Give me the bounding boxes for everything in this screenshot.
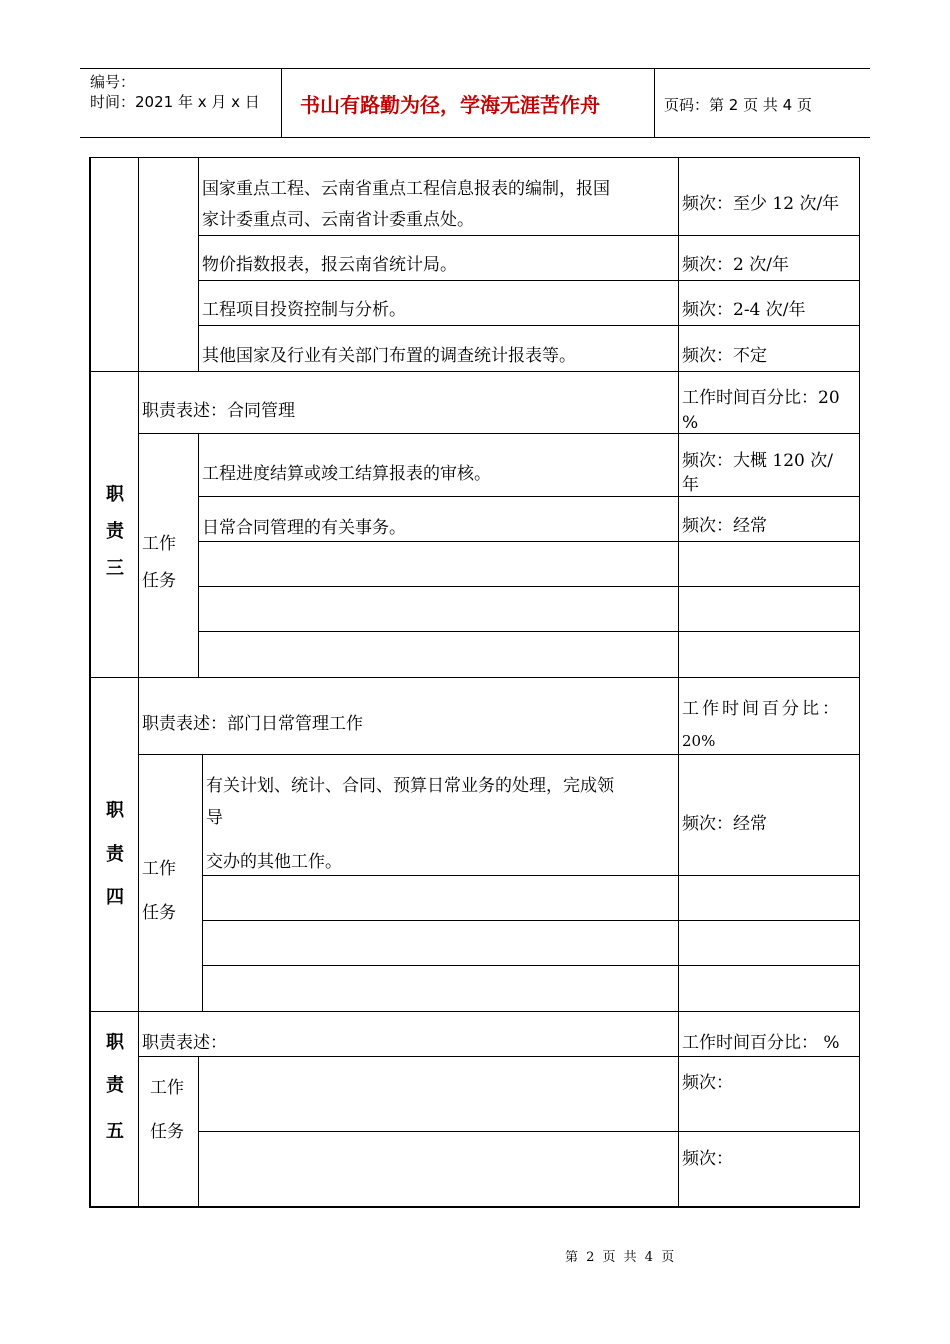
table-rule bbox=[89, 371, 860, 372]
table-rule bbox=[202, 965, 860, 966]
time-percentage: 工作时间百分比： bbox=[682, 699, 842, 719]
header-motto: 书山有路勤为径，学海无涯苦作舟 bbox=[300, 93, 600, 117]
time-percentage: 20% bbox=[682, 732, 716, 750]
frequency-text: 频次：至少 12 次/年 bbox=[682, 194, 840, 214]
frequency-text: 频次：经常 bbox=[682, 516, 767, 536]
task-text: 工程项目投资控制与分析。 bbox=[202, 300, 406, 320]
table-divider bbox=[198, 433, 199, 677]
duty-label-char: 责 bbox=[106, 521, 124, 542]
task-text: 国家重点工程、云南省重点工程信息报表的编制，报国 bbox=[202, 179, 610, 199]
table-rule bbox=[198, 631, 860, 632]
duty-label-char: 三 bbox=[106, 558, 124, 579]
task-label: 任务 bbox=[142, 571, 176, 591]
frequency-text: 频次：2-4 次/年 bbox=[682, 300, 806, 320]
table-rule bbox=[198, 541, 860, 542]
doc-date-label: 时间：2021 年 x 月 x 日 bbox=[90, 93, 260, 111]
table-rule bbox=[198, 280, 860, 281]
time-percentage: 工作时间百分比：20 bbox=[682, 388, 840, 408]
duty-description: 职责表述：部门日常管理工作 bbox=[142, 714, 363, 734]
frequency-text: 年 bbox=[682, 475, 699, 495]
frequency-text: 频次：经常 bbox=[682, 814, 767, 834]
time-percentage: 工作时间百分比： % bbox=[682, 1033, 840, 1053]
task-label: 工作 bbox=[142, 859, 176, 879]
frequency-text: 频次： bbox=[682, 1149, 733, 1169]
table-rule bbox=[138, 1056, 860, 1057]
duty-label-char: 职 bbox=[106, 1032, 124, 1053]
task-text: 导 bbox=[206, 808, 223, 828]
table-border bbox=[859, 157, 860, 1207]
task-label: 任务 bbox=[150, 1122, 184, 1142]
table-rule bbox=[89, 677, 860, 678]
table-rule bbox=[89, 157, 860, 158]
time-percentage: % bbox=[682, 413, 699, 433]
table-divider bbox=[202, 754, 203, 1012]
table-rule bbox=[89, 1206, 860, 1208]
duty-label-char: 五 bbox=[106, 1121, 124, 1142]
task-text: 日常合同管理的有关事务。 bbox=[202, 518, 406, 538]
header-divider bbox=[281, 69, 282, 137]
task-text: 其他国家及行业有关部门布置的调查统计报表等。 bbox=[202, 346, 576, 366]
table-rule bbox=[198, 325, 860, 326]
task-text: 家计委重点司、云南省计委重点处。 bbox=[202, 210, 474, 230]
table-divider bbox=[138, 157, 139, 1207]
task-text: 工程进度结算或竣工结算报表的审核。 bbox=[202, 464, 491, 484]
duty-label-char: 职 bbox=[106, 484, 124, 505]
duty-description: 职责表述： bbox=[142, 1033, 227, 1053]
frequency-text: 频次： bbox=[682, 1073, 733, 1093]
frequency-text: 频次：大概 120 次/ bbox=[682, 451, 833, 471]
task-label: 工作 bbox=[150, 1078, 184, 1098]
table-divider bbox=[678, 157, 679, 1207]
table-rule bbox=[138, 433, 860, 434]
table-rule bbox=[198, 1131, 860, 1132]
frequency-text: 频次：2 次/年 bbox=[682, 255, 789, 275]
table-rule bbox=[138, 754, 860, 755]
page-footer: 第 2 页 共 4 页 bbox=[565, 1250, 675, 1265]
table-rule bbox=[198, 496, 860, 497]
duty-label-char: 责 bbox=[106, 844, 124, 865]
task-text: 物价指数报表，报云南省统计局。 bbox=[202, 255, 457, 275]
task-text: 有关计划、统计、合同、预算日常业务的处理，完成领 bbox=[206, 776, 614, 796]
task-label: 工作 bbox=[142, 534, 176, 554]
table-rule bbox=[202, 920, 860, 921]
table-rule bbox=[89, 1011, 860, 1012]
frequency-text: 频次：不定 bbox=[682, 346, 767, 366]
table-divider bbox=[198, 157, 199, 371]
task-label: 任务 bbox=[142, 903, 176, 923]
table-rule bbox=[202, 875, 860, 876]
table-rule bbox=[198, 235, 860, 236]
table-border bbox=[89, 157, 91, 1207]
duty-label-char: 职 bbox=[106, 800, 124, 821]
table-rule bbox=[198, 586, 860, 587]
duty-description: 职责表述：合同管理 bbox=[142, 401, 295, 421]
header-page-label: 页码：第 2 页 共 4 页 bbox=[664, 96, 812, 114]
duty-label-char: 四 bbox=[106, 887, 124, 908]
header-divider bbox=[654, 69, 655, 137]
task-text: 交办的其他工作。 bbox=[206, 852, 342, 872]
duty-label-char: 责 bbox=[106, 1075, 124, 1096]
doc-number-label: 编号： bbox=[90, 73, 136, 91]
